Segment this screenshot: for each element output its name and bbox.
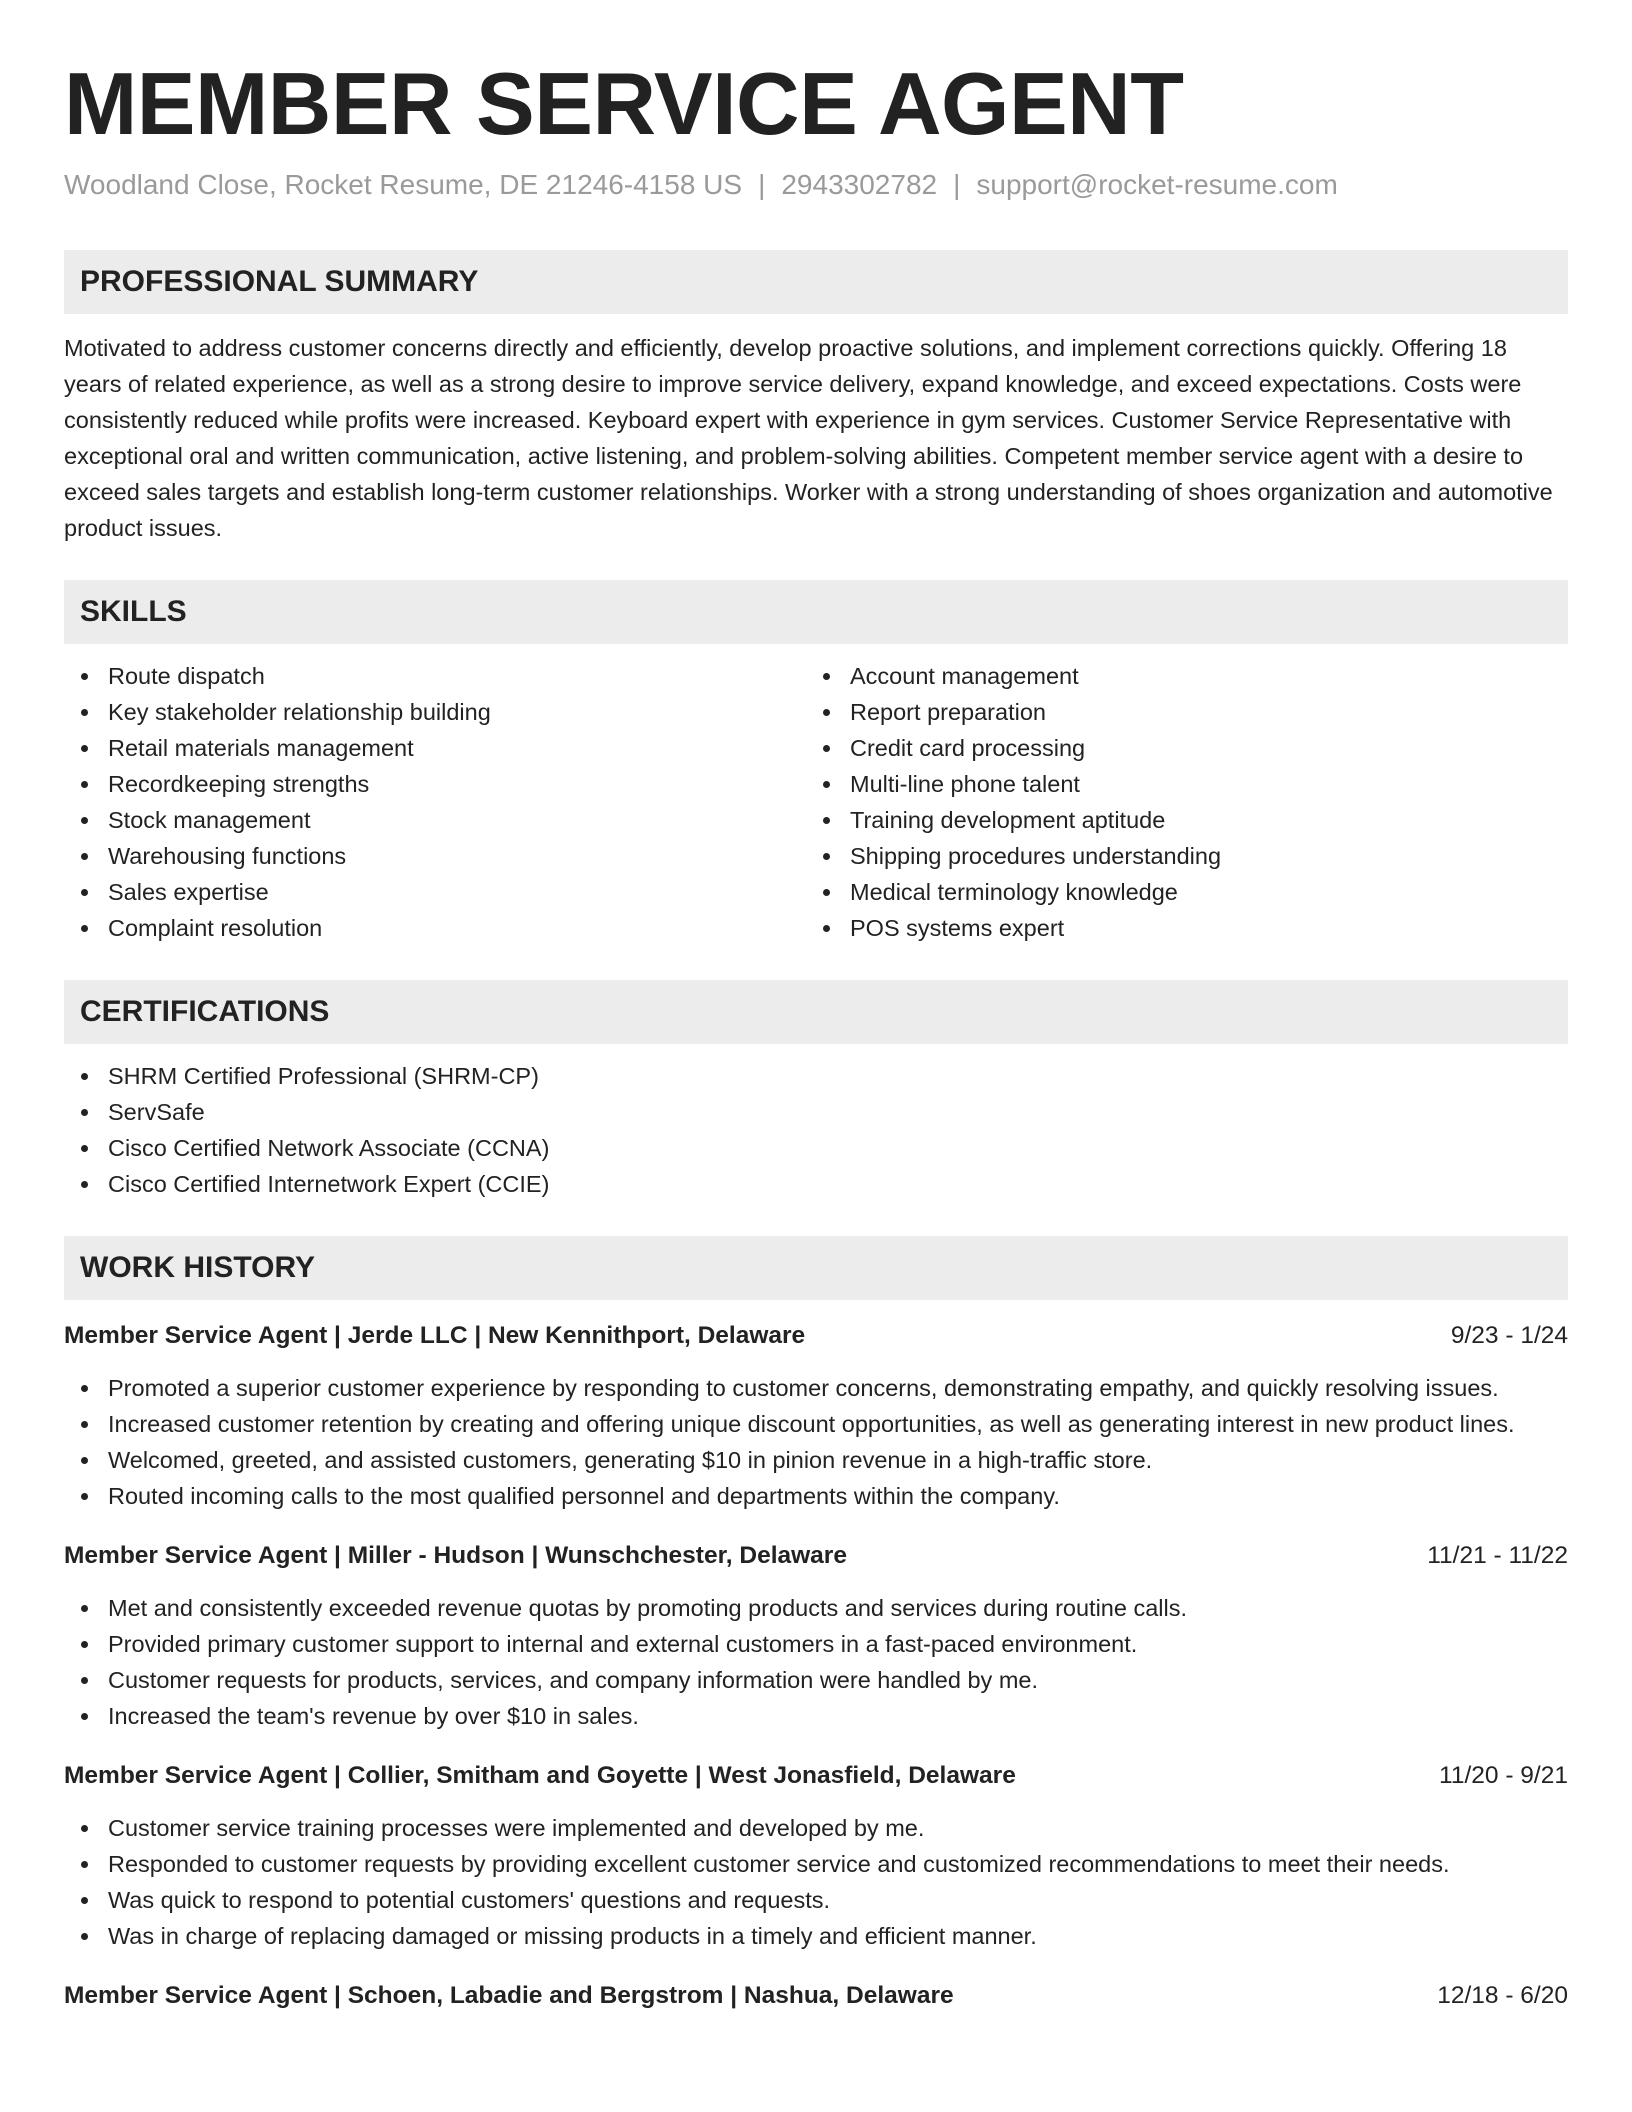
skill-item: Recordkeeping strengths xyxy=(64,766,806,802)
job-title: Member Service Agent | Miller - Hudson | Wunschchester, Delaware xyxy=(64,1542,847,1569)
job-entry xyxy=(64,1538,1568,1734)
job-bullet: Provided primary customer support to internal and external customers in a fast-paced environment. xyxy=(64,1626,1568,1662)
skill-item: Report preparation xyxy=(806,694,1548,730)
job-bullet: Customer service training processes were implemented and developed by me. xyxy=(64,1810,1568,1846)
job-entry xyxy=(64,1318,1568,1514)
job-title: Member Service Agent | Collier, Smitham and Goyette | West Jonasfield, Delaware xyxy=(64,1762,1016,1789)
job-bullet: Was quick to respond to potential customers' questions and requests. xyxy=(64,1882,1568,1918)
certifications-list xyxy=(64,1058,1568,1202)
job-bullet: Increased customer retention by creating and offering unique discount opportunities, as well as generating interest in new product lines. xyxy=(64,1406,1568,1442)
section-header-certifications: CERTIFICATIONS xyxy=(64,980,1568,1044)
job-title: Member Service Agent | Jerde LLC | New Kennithport, Delaware xyxy=(64,1322,806,1349)
skill-item: Stock management xyxy=(64,802,806,838)
job-bullet: Increased the team's revenue by over $10 in sales. xyxy=(64,1698,1568,1734)
certification-item: Cisco Certified Internetwork Expert (CCIE) xyxy=(64,1166,1568,1202)
skills-grid xyxy=(64,658,1568,946)
section-header-summary: PROFESSIONAL SUMMARY xyxy=(64,250,1568,314)
job-bullet: Promoted a superior customer experience by responding to customer concerns, demonstrating empathy, and quickly resolving issues. xyxy=(64,1370,1568,1406)
certification-item: ServSafe xyxy=(64,1094,1568,1130)
job-title: Member Service Agent | Schoen, Labadie and Bergstrom | Nashua, Delaware xyxy=(64,1982,954,2009)
job-entry xyxy=(64,1978,1568,2014)
skill-item: Medical terminology knowledge xyxy=(806,874,1548,910)
skill-item: POS systems expert xyxy=(806,910,1548,946)
summary-text: Motivated to address customer concerns directly and efficiently, develop proactive solutions, and implement corrections quickly. Offering 18 years of related experience, as well as a strong desire to improve service delivery, expand knowledge, and exceed expectations. Costs were consistently reduced while profits were increased. Keyboard expert with experience in gym services. Customer Service Representative with exceptional oral and written communication, active listening, and problem-solving abilities. Competent member service agent with a desire to exceed sales targets and establish long-term customer relationships. Worker with a strong understanding of shoes organization and automotive product issues. xyxy=(64,335,1553,541)
job-entry xyxy=(64,1758,1568,1954)
section-header-skills: SKILLS xyxy=(64,580,1568,644)
skill-item: Training development aptitude xyxy=(806,802,1548,838)
job-bullet: Was in charge of replacing damaged or missing products in a timely and efficient manner. xyxy=(64,1918,1568,1954)
contact-address: Woodland Close, Rocket Resume, DE 21246-4158 US xyxy=(64,169,743,200)
job-header xyxy=(64,1538,1568,1574)
job-bullet: Responded to customer requests by providing excellent customer service and customized recommendations to meet their needs. xyxy=(64,1846,1568,1882)
job-header xyxy=(64,1758,1568,1794)
contact-phone: 2943302782 xyxy=(781,169,938,200)
job-dates: 11/20 - 9/21 xyxy=(1439,1762,1568,1789)
job-bullet: Routed incoming calls to the most qualified personnel and departments within the company. xyxy=(64,1478,1568,1514)
job-bullets xyxy=(64,1590,1568,1734)
job-header xyxy=(64,1978,1568,2014)
contact-line xyxy=(64,168,1568,202)
skill-item: Sales expertise xyxy=(64,874,806,910)
skill-item: Route dispatch xyxy=(64,658,806,694)
contact-email: support@rocket-resume.com xyxy=(976,169,1338,200)
skills-left-list xyxy=(64,658,806,946)
skills-right-list xyxy=(806,658,1548,946)
job-bullet: Met and consistently exceeded revenue quotas by promoting products and services during routine calls. xyxy=(64,1590,1568,1626)
resume-title: MEMBER SERVICE AGENT xyxy=(64,54,1184,153)
skill-item: Warehousing functions xyxy=(64,838,806,874)
skill-item: Shipping procedures understanding xyxy=(806,838,1548,874)
skill-item: Multi-line phone talent xyxy=(806,766,1548,802)
job-dates: 9/23 - 1/24 xyxy=(1450,1322,1568,1349)
job-dates: 11/21 - 11/22 xyxy=(1427,1542,1568,1569)
contact-separator: | xyxy=(758,169,766,200)
job-bullets xyxy=(64,1810,1568,1954)
section-header-work-history: WORK HISTORY xyxy=(64,1236,1568,1300)
skill-item: Complaint resolution xyxy=(64,910,806,946)
skill-item: Retail materials management xyxy=(64,730,806,766)
skill-item: Credit card processing xyxy=(806,730,1548,766)
contact-separator: | xyxy=(953,169,961,200)
job-bullets xyxy=(64,1370,1568,1514)
job-dates: 12/18 - 6/20 xyxy=(1437,1982,1568,2009)
skill-item: Key stakeholder relationship building xyxy=(64,694,806,730)
certification-item: SHRM Certified Professional (SHRM-CP) xyxy=(64,1058,1568,1094)
job-bullet: Welcomed, greeted, and assisted customers, generating $10 in pinion revenue in a high-traffic store. xyxy=(64,1442,1568,1478)
job-header xyxy=(64,1318,1568,1354)
certification-item: Cisco Certified Network Associate (CCNA) xyxy=(64,1130,1568,1166)
skill-item: Account management xyxy=(806,658,1548,694)
job-bullet: Customer requests for products, services, and company information were handled by me. xyxy=(64,1662,1568,1698)
